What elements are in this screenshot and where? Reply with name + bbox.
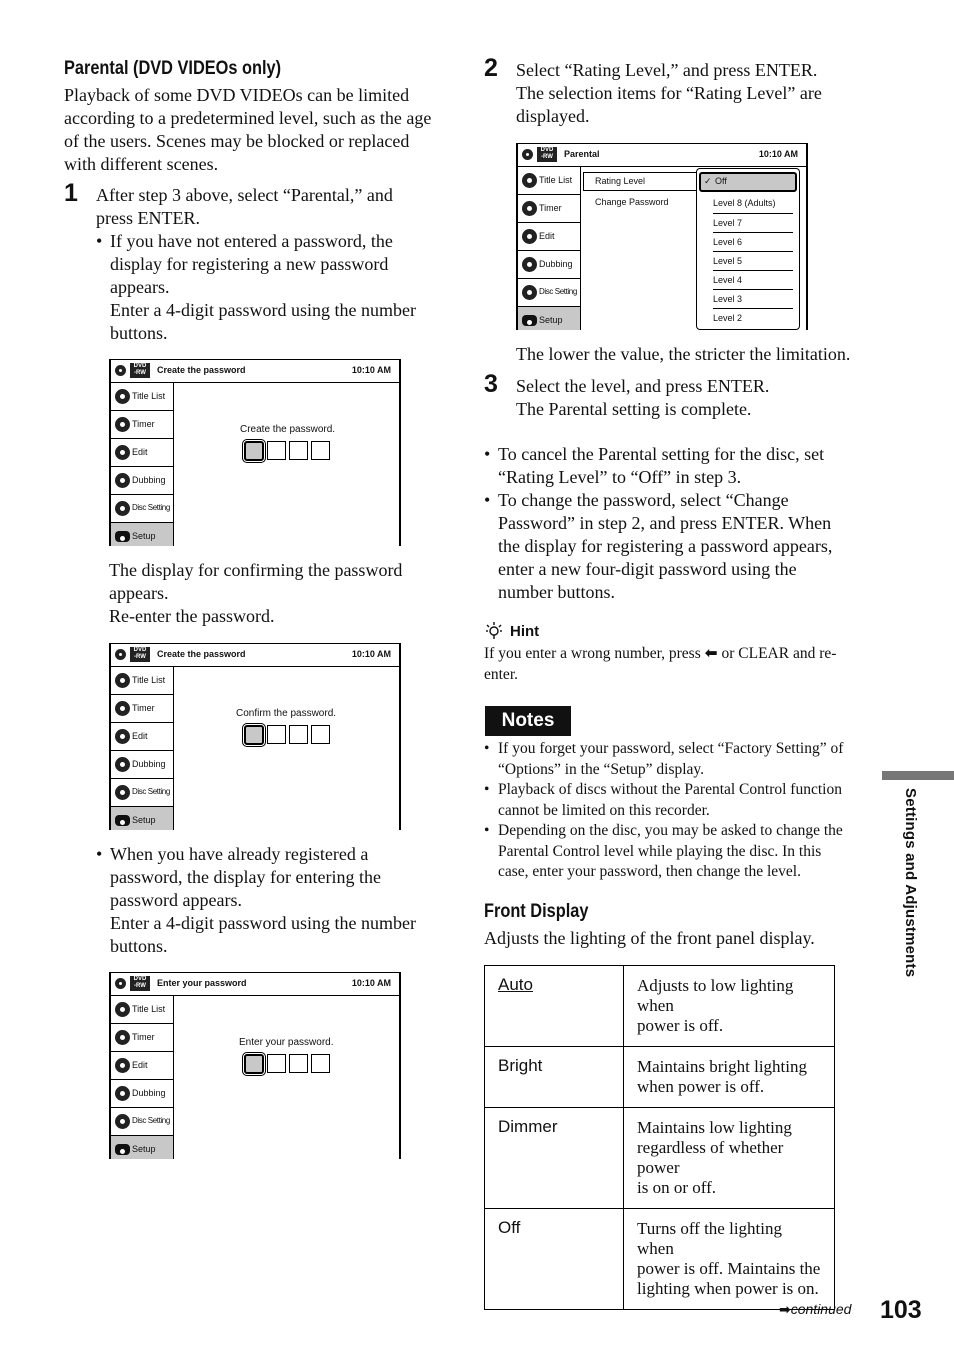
menu-label: Setup [539, 315, 563, 325]
note-line: • Playback of discs without the Parental Control function [498, 781, 842, 798]
screen-menu [111, 383, 174, 546]
bullet-line: Password” in step 2, and press ENTER. When [498, 513, 832, 533]
dubbing-icon [522, 257, 537, 272]
bullet-line: password appears. [110, 890, 242, 910]
bullet-cancel-parental [484, 443, 874, 489]
menu-item-timer[interactable] [111, 411, 173, 439]
note-line: • If you forget your password, select “Factory Setting” of [498, 740, 844, 757]
scissors-icon [522, 229, 537, 244]
dubbing-icon [115, 473, 130, 488]
bullet-line: • To change the password, select “Change [498, 490, 789, 510]
arrow-right-icon: ➡ [779, 1302, 791, 1318]
stricter-limitation-note: The lower the value, the stricter the limitation. [516, 344, 851, 364]
digit-box[interactable] [289, 441, 308, 460]
menu-label: Dubbing [132, 759, 166, 769]
value-line: power is off. Maintains the [637, 1259, 821, 1278]
digit-box[interactable] [267, 441, 286, 460]
side-tab-bar [882, 771, 954, 780]
bullet-line: buttons. [110, 936, 168, 956]
menu-label: Dubbing [132, 475, 166, 485]
level-option[interactable]: Level 8 (Adults) [713, 195, 793, 214]
timer-icon [115, 701, 130, 716]
digit-box[interactable] [267, 1054, 286, 1073]
screen-menu [111, 667, 174, 830]
hint-line: enter. [484, 666, 518, 683]
bullet-line: password, the display for entering the [110, 867, 381, 887]
screen-title: Create the password [157, 649, 246, 659]
menu-item-setup[interactable] [111, 1136, 173, 1159]
password-prompt: Create the password. [240, 424, 336, 435]
note-item [484, 821, 884, 883]
menu-label: Timer [539, 203, 562, 213]
step-2-line: Select “Rating Level,” and press ENTER. [516, 60, 818, 80]
toolbox-icon [115, 1144, 130, 1155]
level-option[interactable]: Level 6 [713, 233, 793, 252]
badge-top: DVD [133, 647, 147, 653]
text-line: Re-enter the password. [109, 606, 275, 626]
rating-level-label: Rating Level [595, 176, 646, 186]
bullet-line: Enter a 4-digit password using the number [110, 913, 416, 933]
menu-label: Title List [132, 391, 166, 401]
level-option[interactable]: Level 4 [713, 271, 793, 290]
table-row [485, 1209, 835, 1310]
menu-label: Title List [132, 675, 166, 685]
bullet-line: display for registering a new password [110, 254, 389, 274]
screen-enter-password [109, 972, 401, 1159]
note-line: case, enter your password, then change the level. [498, 863, 801, 880]
badge-bottom: -RW [134, 370, 146, 376]
disc-setting-icon [115, 1114, 130, 1129]
side-tab-label: Settings and Adjustments [902, 788, 919, 978]
screen-titlebar [111, 644, 399, 667]
screen-title: Create the password [157, 365, 246, 375]
menu-item-title-list[interactable] [518, 167, 580, 195]
step-1-number: 1 [64, 179, 78, 207]
scissors-icon [115, 729, 130, 744]
bullet-line: appears. [110, 277, 170, 297]
digit-box[interactable] [267, 725, 286, 744]
menu-item-dubbing[interactable] [111, 751, 173, 779]
bullet-already-registered [96, 843, 456, 958]
table-value [624, 1047, 835, 1108]
dvd-rw-badge [130, 647, 150, 662]
section-heading-front-display: Front Display [484, 901, 589, 922]
digit-box[interactable] [244, 441, 264, 461]
bullet-line: “Rating Level” to “Off” in step 3. [498, 467, 742, 487]
timer-icon [115, 1030, 130, 1045]
hint-line: or CLEAR and re- [721, 645, 837, 662]
menu-item-dubbing[interactable] [518, 251, 580, 279]
dubbing-icon [115, 1086, 130, 1101]
screen-menu [518, 167, 581, 330]
title-list-icon [115, 1002, 130, 1017]
menu-label: Edit [132, 731, 148, 741]
screen-titlebar [518, 144, 806, 167]
password-digit-boxes[interactable] [244, 725, 330, 745]
menu-label: Setup [132, 531, 156, 541]
menu-label: Edit [132, 447, 148, 457]
dvd-rw-badge [537, 147, 557, 162]
disc-setting-icon [115, 501, 130, 516]
table-value [624, 966, 835, 1047]
continued-indicator [779, 1301, 851, 1318]
scissors-icon [115, 445, 130, 460]
screen-time: 10:10 AM [758, 149, 798, 159]
disc-icon [115, 649, 126, 660]
menu-item-title-list[interactable] [111, 383, 173, 411]
value-line: Maintains bright lighting [637, 1057, 807, 1076]
menu-item-timer[interactable] [111, 695, 173, 723]
menu-label: Setup [132, 1144, 156, 1154]
bullet-line: • If you have not entered a password, the [110, 231, 393, 251]
menu-label: Disc Setting [132, 1116, 170, 1125]
disc-icon [522, 149, 533, 160]
screen-title: Parental [564, 149, 600, 159]
note-item [484, 780, 884, 821]
table-row [485, 1108, 835, 1209]
bullet-line: enter a new four-digit password using the [498, 559, 797, 579]
value-line: lighting when power is on. [637, 1279, 819, 1298]
disc-icon [115, 978, 126, 989]
password-digit-boxes[interactable] [244, 441, 330, 461]
badge-bottom: -RW [134, 654, 146, 660]
digit-box[interactable] [244, 725, 264, 745]
step-1-line: After step 3 above, select “Parental,” and [96, 185, 393, 205]
intro-line: with different scenes. [64, 154, 219, 174]
level-option[interactable]: Level 5 [713, 252, 793, 271]
hint-line: If you enter a wrong number, press [484, 645, 701, 662]
level-option-off-selected[interactable] [699, 172, 797, 192]
right-bullets [484, 443, 874, 604]
step-2-number: 2 [484, 54, 498, 82]
menu-label: Timer [132, 1032, 155, 1042]
value-line: Turns off the lighting when [637, 1219, 782, 1258]
screen-menu [111, 996, 174, 1159]
password-prompt: Enter your password. [239, 1037, 334, 1048]
rating-level-dropdown [696, 168, 800, 330]
menu-item-disc-setting[interactable] [111, 495, 173, 523]
menu-item-setup[interactable] [518, 307, 580, 330]
screen-confirm-password [109, 643, 401, 830]
step-1-line: press ENTER. [96, 208, 200, 228]
menu-item-disc-setting[interactable] [111, 1108, 173, 1136]
step-3-line: The Parental setting is complete. [516, 399, 752, 419]
table-key-off: Off [485, 1209, 624, 1310]
bullet-line: number buttons. [498, 582, 615, 602]
timer-icon [115, 417, 130, 432]
menu-item-disc-setting[interactable] [111, 779, 173, 807]
level-option[interactable]: Level 7 [713, 214, 793, 233]
dvd-rw-badge [130, 363, 150, 378]
menu-item-disc-setting[interactable] [518, 279, 580, 307]
value-line: Adjusts to low lighting when [637, 976, 794, 1015]
title-list-icon [522, 173, 537, 188]
screen-titlebar [111, 973, 399, 996]
side-tab [899, 788, 919, 988]
step-2-line: The selection items for “Rating Level” are [516, 83, 822, 103]
title-list-icon [115, 389, 130, 404]
scissors-icon [115, 1058, 130, 1073]
value-line: power is off. [637, 1016, 724, 1035]
step-3-line: Select the level, and press ENTER. [516, 376, 770, 396]
disc-setting-icon [115, 785, 130, 800]
menu-label: Title List [539, 175, 573, 185]
value-line: when power is off. [637, 1077, 765, 1096]
front-display-description: Adjusts the lighting of the front panel display. [484, 928, 815, 948]
intro-line: of the users. Scenes may be blocked or replaced [64, 131, 410, 151]
digit-box[interactable] [311, 1054, 330, 1073]
menu-item-edit[interactable] [518, 223, 580, 251]
menu-label: Disc Setting [132, 503, 170, 512]
badge-bottom: -RW [134, 983, 146, 989]
step-1-text [96, 184, 456, 345]
bullet-line: buttons. [110, 323, 168, 343]
level-option[interactable]: Level 3 [713, 290, 793, 309]
menu-item-setup[interactable] [111, 807, 173, 830]
bullet-line: • To cancel the Parental setting for the disc, set [498, 444, 825, 464]
intro-line: Playback of some DVD VIDEOs can be limited [64, 85, 410, 105]
menu-item-dubbing[interactable] [111, 1080, 173, 1108]
badge-top: DVD [540, 147, 554, 153]
dvd-rw-badge [130, 976, 150, 991]
step-3-number: 3 [484, 370, 498, 398]
screen-create-password [109, 359, 401, 546]
title-list-icon [115, 673, 130, 688]
toolbox-icon [115, 531, 130, 542]
text-line: appears. [109, 583, 169, 603]
bullet-line: the display for registering a password appears, [498, 536, 833, 556]
step-2-line: displayed. [516, 106, 590, 126]
toolbox-icon [115, 815, 130, 826]
menu-label: Dubbing [132, 1088, 166, 1098]
hint-label: Hint [510, 623, 540, 640]
intro-line: according to a predetermined level, such as the age [64, 108, 432, 128]
disc-icon [115, 365, 126, 376]
page-number: 103 [880, 1296, 922, 1324]
checkmark-icon: ✓ [704, 176, 712, 186]
selected-level-label: Off [715, 176, 727, 186]
hint-text [484, 643, 874, 685]
bullet-line: Enter a 4-digit password using the number [110, 300, 416, 320]
menu-item-setup[interactable] [111, 523, 173, 546]
screen-time: 10:10 AM [351, 365, 391, 375]
level-options-list [713, 195, 793, 327]
step-2-text [516, 59, 876, 128]
note-line: cannot be limited on this recorder. [498, 801, 710, 819]
rating-level-item[interactable] [583, 172, 697, 191]
notes-label: Notes [485, 706, 571, 736]
value-line: regardless of whether power [637, 1138, 784, 1177]
change-password-item[interactable]: Change Password [595, 197, 669, 207]
dubbing-icon [115, 757, 130, 772]
password-prompt: Confirm the password. [236, 708, 337, 719]
menu-label: Edit [539, 231, 555, 241]
digit-box[interactable] [311, 725, 330, 744]
table-value [624, 1108, 835, 1209]
lightbulb-hint-icon [485, 621, 505, 641]
value-line: Maintains low lighting [637, 1118, 792, 1137]
menu-label: Title List [132, 1004, 166, 1014]
level-option[interactable]: Level 2 [713, 313, 743, 323]
table-row [485, 1047, 835, 1108]
note-line: Parental Control level while playing the disc. In this [498, 842, 822, 860]
screen-time: 10:10 AM [351, 649, 391, 659]
screen-parental [516, 143, 808, 330]
menu-label: Disc Setting [539, 287, 577, 296]
menu-item-title-list[interactable] [111, 996, 173, 1024]
table-row [485, 966, 835, 1047]
digit-box[interactable] [311, 441, 330, 460]
after-screen-1-text [109, 559, 459, 628]
front-display-table [484, 965, 835, 1310]
screen-title: Enter your password [157, 978, 247, 988]
menu-item-dubbing[interactable] [111, 467, 173, 495]
bullet-change-password [484, 489, 874, 604]
table-key-auto [485, 966, 624, 1047]
screen-time: 10:10 AM [351, 978, 391, 988]
note-line: • Depending on the disc, you may be asked to change the [498, 822, 843, 839]
note-item [484, 739, 884, 780]
badge-top: DVD [133, 363, 147, 369]
table-value [624, 1209, 835, 1310]
step-3-text [516, 375, 876, 421]
digit-box[interactable] [244, 1054, 264, 1074]
timer-icon [522, 201, 537, 216]
menu-item-edit[interactable] [111, 439, 173, 467]
menu-label: Timer [132, 703, 155, 713]
toolbox-icon [522, 315, 537, 326]
table-key-dimmer: Dimmer [485, 1108, 624, 1209]
password-digit-boxes[interactable] [244, 1054, 330, 1074]
back-arrow-icon: ⬅ [704, 644, 718, 662]
note-line: “Options” in the “Setup” display. [498, 760, 705, 778]
badge-bottom: -RW [541, 154, 553, 160]
text-line: The display for confirming the password [109, 560, 403, 580]
bullet [96, 843, 456, 958]
notes-list [484, 739, 884, 883]
disc-setting-icon [522, 285, 537, 300]
digit-box[interactable] [289, 1054, 308, 1073]
menu-item-title-list[interactable] [111, 667, 173, 695]
menu-label: Edit [132, 1060, 148, 1070]
menu-label: Timer [132, 419, 155, 429]
step-1-bullet [96, 230, 456, 345]
menu-item-timer[interactable] [111, 1024, 173, 1052]
value-line: is on or off. [637, 1178, 717, 1197]
menu-item-edit[interactable] [111, 1052, 173, 1080]
bullet-line: • When you have already registered a [110, 844, 369, 864]
digit-box[interactable] [289, 725, 308, 744]
section-heading-parental: Parental (DVD VIDEOs only) [64, 58, 282, 79]
menu-label: Setup [132, 815, 156, 825]
key-label: Auto [498, 975, 533, 994]
table-key-bright: Bright [485, 1047, 624, 1108]
menu-label: Dubbing [539, 259, 573, 269]
menu-item-edit[interactable] [111, 723, 173, 751]
badge-top: DVD [133, 976, 147, 982]
intro-paragraph [64, 84, 454, 176]
continued-label: continued [790, 1301, 852, 1317]
menu-item-timer[interactable] [518, 195, 580, 223]
menu-label: Disc Setting [132, 787, 170, 796]
screen-titlebar [111, 360, 399, 383]
